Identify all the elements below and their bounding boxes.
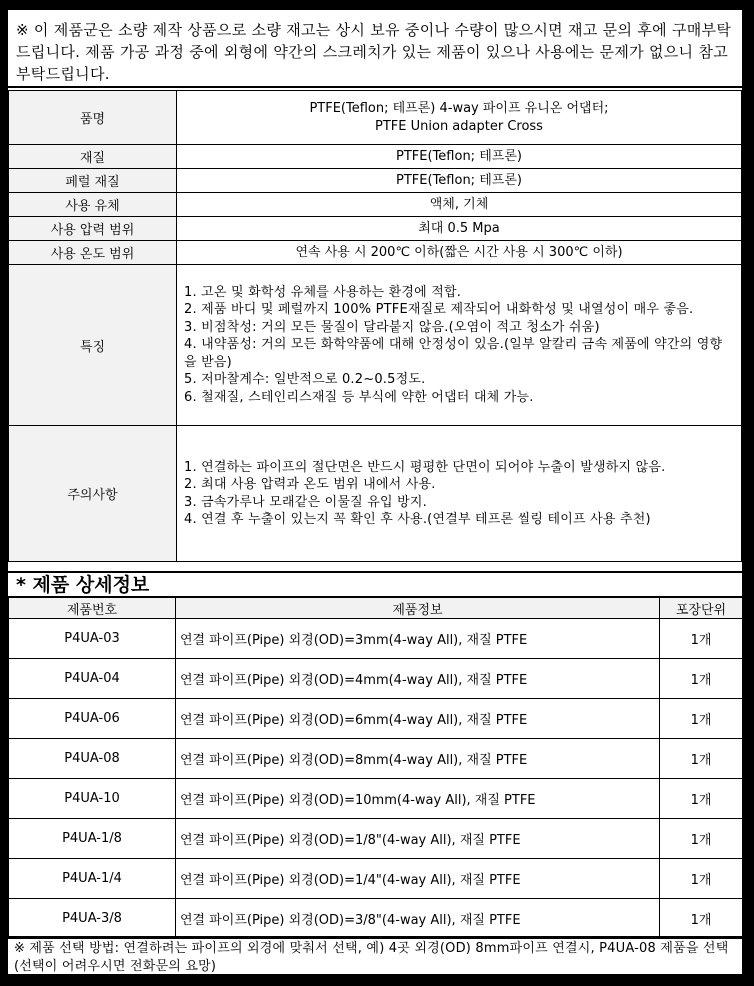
product-unit: 1개 [660, 619, 743, 659]
feature-item: 1. 고온 및 화학성 유체를 사용하는 환경에 적합. [184, 285, 462, 301]
feature-item: 6. 철재질, 스테인리스재질 등 부식에 약한 어댑터 대체 가능. [184, 389, 534, 405]
product-code: P4UA-03 [9, 619, 176, 659]
spec-label-pressure: 사용 압력 범위 [9, 217, 177, 241]
spec-label-ferrule: 페럴 재질 [9, 169, 177, 193]
product-info: 연결 파이프(Pipe) 외경(OD)=8mm(4-way All), 재질 PTFE [176, 739, 660, 779]
spec-value-pressure: 최대 0.5 Mpa [177, 217, 742, 241]
spec-row-pressure [9, 217, 742, 241]
section-title: * 제품 상세정보 [8, 571, 742, 597]
header-code: 제품번호 [9, 598, 176, 619]
product-unit: 1개 [660, 899, 743, 939]
table-row [9, 779, 743, 819]
caution-item: 1. 연결하는 파이프의 절단면은 반드시 평평한 단면이 되어야 누출이 발생하지 않음. [184, 459, 666, 475]
spec-label-cautions: 주의사항 [9, 426, 177, 562]
product-code: P4UA-3/8 [9, 899, 176, 939]
product-unit: 1개 [660, 779, 743, 819]
feature-item: 4. 내약품성: 거의 모든 화학약품에 대해 안정성이 있음.(일부 알칼리 금속 제품에 약간의 영향을 받음) [184, 337, 723, 370]
table-row [9, 899, 743, 939]
spec-row-name [9, 91, 742, 145]
spec-value-ferrule: PTFE(Teflon; 테프론) [177, 169, 742, 193]
table-row [9, 819, 743, 859]
selection-guide: ※ 제품 선택 방법: 연결하려는 파이프의 외경에 맞춰서 선택, 예) 4곳 외경(OD) 8mm파이프 연결시, P4UA-08 제품을 선택(선택이 어려우시면 전화문의 요망) [8, 936, 742, 976]
product-code: P4UA-10 [9, 779, 176, 819]
spec-row-temperature [9, 241, 742, 265]
spec-row-cautions [9, 426, 742, 562]
spec-value-fluid: 액체, 기체 [177, 193, 742, 217]
table-row [9, 619, 743, 659]
table-row [9, 739, 743, 779]
product-table-header [9, 598, 743, 619]
header-info: 제품정보 [176, 598, 660, 619]
caution-item: 2. 최대 사용 압력과 온도 범위 내에서 사용. [184, 477, 436, 493]
product-unit: 1개 [660, 859, 743, 899]
spec-row-ferrule [9, 169, 742, 193]
product-info-sheet [6, 8, 744, 976]
feature-item: 3. 비점착성: 거의 모든 물질이 달라붙지 않음.(오염이 적고 청소가 쉬움) [184, 319, 600, 335]
spec-value-material: PTFE(Teflon; 테프론) [177, 145, 742, 169]
header-unit: 포장단위 [660, 598, 743, 619]
feature-item: 2. 제품 바디 및 페럴까지 100% PTFE재질로 제작되어 내화학성 및 내열성이 매우 좋음. [184, 302, 694, 318]
caution-item: 4. 연결 후 누출이 있는지 꼭 확인 후 사용.(연결부 테프론 씰링 테이프 사용 추천) [184, 511, 651, 527]
spec-value-name [177, 91, 742, 145]
stock-notice: ※ 이 제품군은 소량 제작 상품으로 소량 재고는 상시 보유 중이나 수량이 많으시면 재고 문의 후에 구매부탁드립니다. 제품 가공 과정 중에 외형에 약간의 스크레치가 있는 제품이 있으나 사용에는 문제가 없으니 참고부탁드립니다. [16, 21, 732, 83]
product-info: 연결 파이프(Pipe) 외경(OD)=1/4"(4-way All), 재질 PTFE [176, 859, 660, 899]
table-row [9, 659, 743, 699]
cautions-list [177, 426, 742, 562]
product-info: 연결 파이프(Pipe) 외경(OD)=6mm(4-way All), 재질 PTFE [176, 699, 660, 739]
spec-label-temperature: 사용 온도 범위 [9, 241, 177, 265]
spec-row-fluid [9, 193, 742, 217]
product-code: P4UA-1/4 [9, 859, 176, 899]
name-line-2: PTFE Union adapter Cross [375, 118, 543, 134]
spec-row-material [9, 145, 742, 169]
product-code: P4UA-04 [9, 659, 176, 699]
product-code: P4UA-1/8 [9, 819, 176, 859]
spec-label-fluid: 사용 유체 [9, 193, 177, 217]
product-info: 연결 파이프(Pipe) 외경(OD)=4mm(4-way All), 재질 PTFE [176, 659, 660, 699]
table-row [9, 859, 743, 899]
product-info: 연결 파이프(Pipe) 외경(OD)=1/8"(4-way All), 재질 PTFE [176, 819, 660, 859]
spec-label-material: 재질 [9, 145, 177, 169]
product-unit: 1개 [660, 699, 743, 739]
features-list [177, 265, 742, 426]
product-unit: 1개 [660, 819, 743, 859]
product-unit: 1개 [660, 739, 743, 779]
spec-row-features [9, 265, 742, 426]
product-code: P4UA-06 [9, 699, 176, 739]
feature-item: 5. 저마찰계수: 일반적으로 0.2~0.5정도. [184, 372, 426, 388]
spec-value-temperature: 연속 사용 시 200℃ 이하(짧은 시간 사용 시 300℃ 이하) [177, 241, 742, 265]
name-line-1: PTFE(Teflon; 테프론) 4-way 파이프 유니온 어댑터; [309, 100, 609, 116]
spec-label-name: 품명 [9, 91, 177, 145]
product-info: 연결 파이프(Pipe) 외경(OD)=10mm(4-way All), 재질 PTFE [176, 779, 660, 819]
product-info: 연결 파이프(Pipe) 외경(OD)=3mm(4-way All), 재질 PTFE [176, 619, 660, 659]
spec-label-features: 특징 [9, 265, 177, 426]
product-code: P4UA-08 [9, 739, 176, 779]
product-unit: 1개 [660, 659, 743, 699]
caution-item: 3. 금속가루나 모래같은 이물질 유입 방지. [184, 494, 427, 510]
table-row [9, 699, 743, 739]
product-info: 연결 파이프(Pipe) 외경(OD)=3/8"(4-way All), 재질 PTFE [176, 899, 660, 939]
product-table [8, 597, 743, 939]
spec-table [8, 90, 742, 562]
